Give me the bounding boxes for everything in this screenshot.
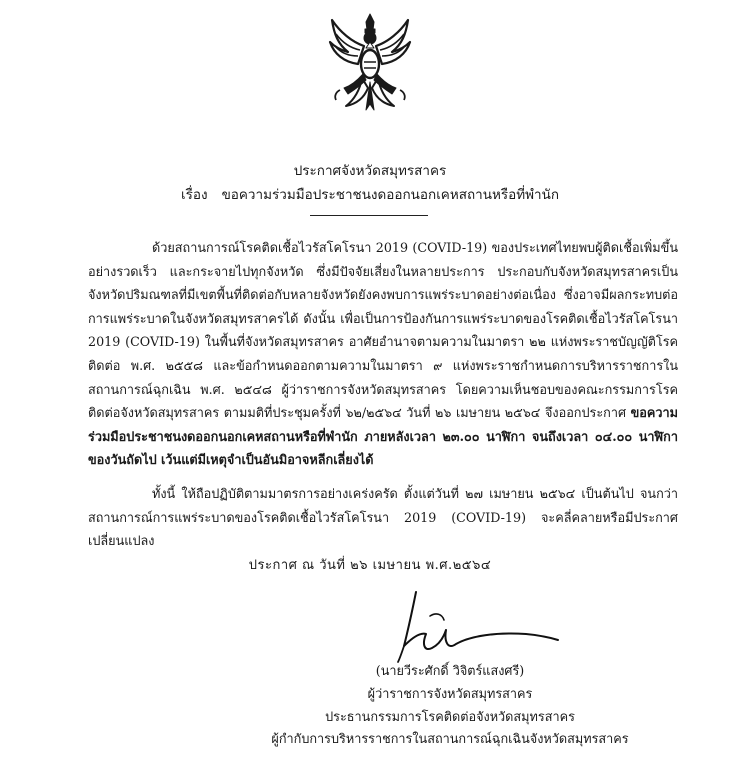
subject-label: เรื่อง [180,187,208,203]
body-paragraph-2: ทั้งนี้ ให้ถือปฏิบัติตามมาตรการอย่างเคร่งครัด ตั้งแต่วันที่ ๒๗ เมษายน ๒๕๖๔ เป็นต้นไป จนกว่าสถานการณ์การแพร่ระบาดของโรคติดเชื้อไวรัสโคโรนา 2019 (COVID-19) จะคลี่คลายหรือมีประกาศเปลี่ยนแปลง [88,485,678,549]
paragraph-1-text: ด้วยสถานการณ์โรคติดเชื้อไวรัสโคโรนา 2019 (COVID-19) ของประเทศไทยพบผู้ติดเชื้อเพิ่มขึ้นอย่างรวดเร็ว และกระจายไปทุกจังหวัด ซึ่งมีปัจจัยเสี่ยงในหลายประการ ประกอบกับจังหวัดสมุทรสาครเป็นจังหวัดปริมณฑลที่มีเขตพื้นที่ติดต่อกับหลายจังหวัดยังคงพบการแพร่ระบาดอย่างต่อเนื่อง ซึ่งอาจมีผลกระทบต่อการแพร่ระบาดในจังหวัดสมุทรสาครได้ ดังนั้น เพื่อเป็นการป้องกันการแพร่ระบาดของโรคติดเชื้อไวรัสโคโรนา 2019 (COVID-19) ในพื้นที่จังหวัดสมุทรสาคร อาศัยอำนาจตามความในมาตรา ๒๒ แห่งพระราชบัญญัติโรคติดต่อ พ.ศ. ๒๕๕๘ และข้อกำหนดออกตามความในมาตรา ๙ แห่งพระราชกำหนดการบริหารราชการในสถานการณ์ฉุกเฉิน พ.ศ. ๒๕๔๘ ผู้ว่าราชการจังหวัดสมุทรสาคร โดยความเห็นชอบของคณะกรรมการโรคติดต่อจังหวัดสมุทรสาคร ตามมติที่ประชุมครั้งที่ ๖๒/๒๕๖๔ วันที่ ๒๖ เมษายน ๒๕๖๔ จึงออกประกาศ [88,240,678,421]
announcement-date: ประกาศ ณ วันที่ ๒๖ เมษายน พ.ศ.๒๕๖๔ [248,558,492,573]
body-paragraph-1 [88,236,678,472]
garuda-emblem-icon [326,12,414,114]
handwritten-signature-icon [386,586,566,666]
title-divider [310,215,428,216]
announcement-body [88,236,678,553]
signatory-position-3: ผู้กำกับการบริหารราชการในสถานการณ์ฉุกเฉินจังหวัดสมุทรสาคร [271,731,629,747]
announcement-title: ประกาศจังหวัดสมุทรสาคร [293,163,447,179]
signatory-block [260,660,640,751]
paragraph-1-emphasis: ขอความร่วมมือประชาชนงดออกนอกเคหสถานหรือที่พำนัก ภายหลังเวลา ๒๓.๐๐ นาฬิกา จนถึงเวลา ๐๔.๐๐ นาฬิกา ของวันถัดไป เว้นแต่มีเหตุจำเป็นอันมิอาจหลีกเลี่ยงได้ [88,405,678,468]
signatory-position-2: ประธานกรรมการโรคติดต่อจังหวัดสมุทรสาคร [325,708,575,724]
signatory-name: (นายวีระศักดิ์ วิจิตร์แสงศรี) [375,663,525,678]
subject-text: ขอความร่วมมือประชาชนงดออกนอกเคหสถานหรือที่พำนัก [221,187,559,203]
announcement-subject [0,183,740,205]
signatory-position-1: ผู้ว่าราชการจังหวัดสมุทรสาคร [367,685,533,701]
